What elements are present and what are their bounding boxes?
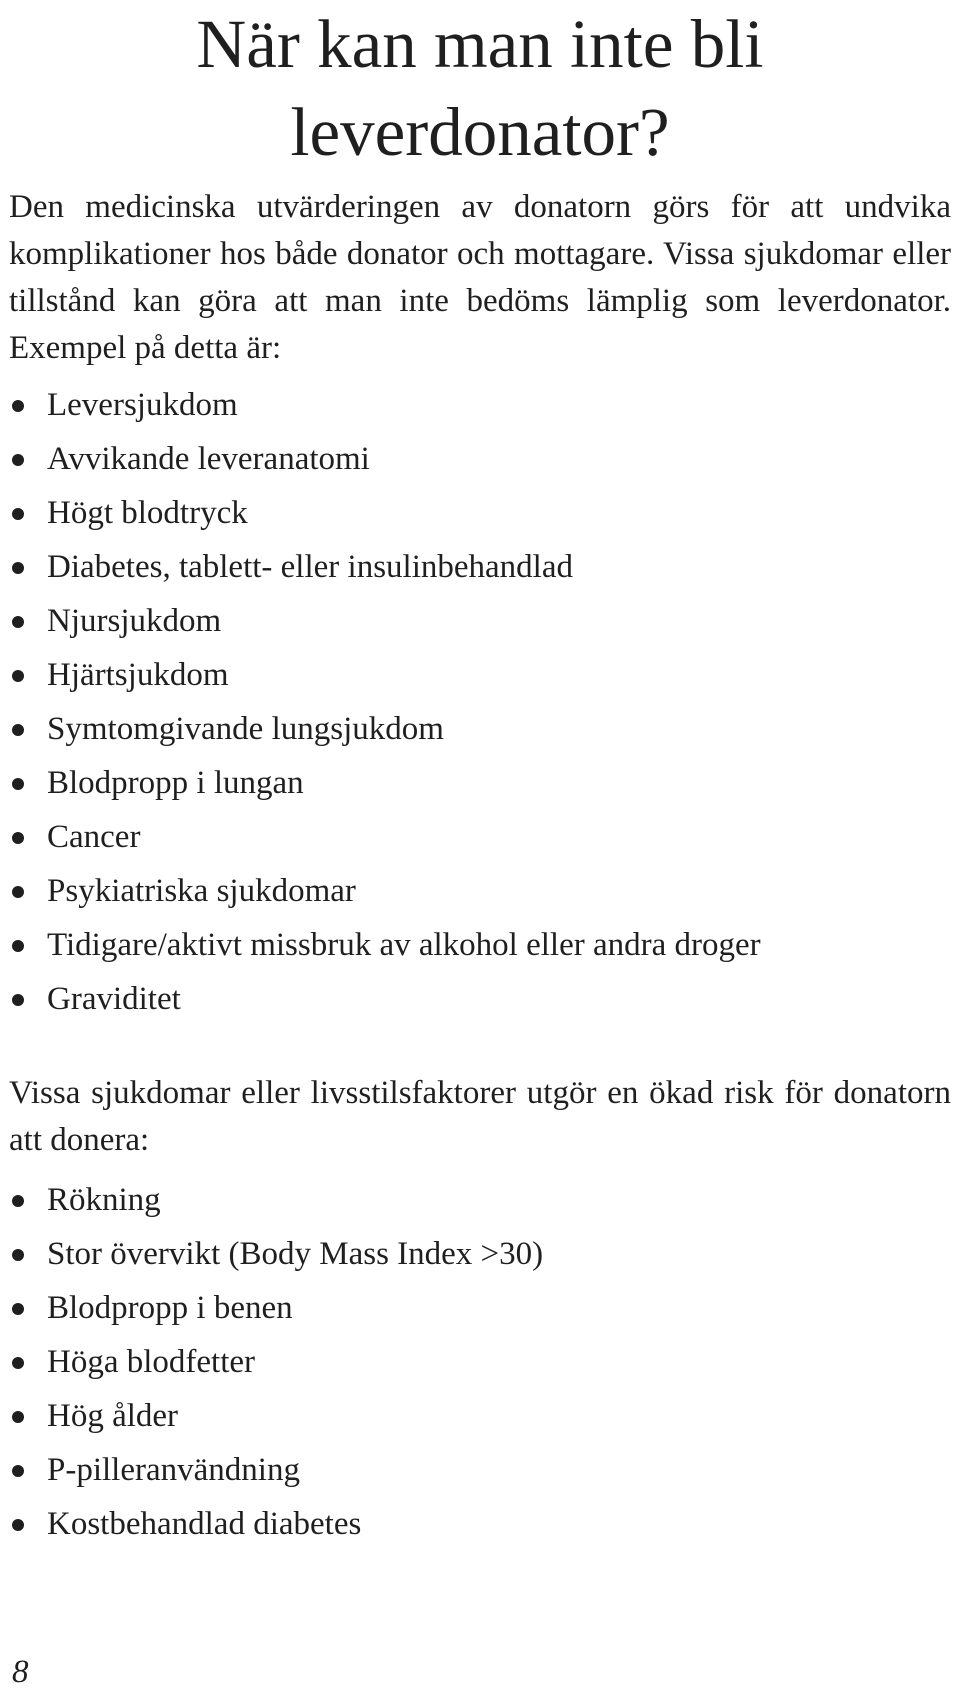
list-item-text: Hög ålder [47, 1398, 179, 1434]
list-item [9, 1335, 543, 1389]
bullet-icon [12, 562, 24, 574]
bullet-icon [12, 1357, 24, 1369]
list-item [9, 648, 761, 702]
list-item-text: Cancer [47, 819, 141, 855]
list-item-text: Blodpropp i lungan [47, 765, 304, 801]
list-item-text: Psykiatriska sjukdomar [47, 873, 356, 909]
page-number: 8 [12, 1654, 29, 1690]
bullet-icon [12, 1465, 24, 1477]
list-item-text: P-pilleranvändning [47, 1452, 300, 1488]
list-item-text: Högt blodtryck [47, 495, 248, 531]
list-item-text: Symtomgivande lungsjukdom [47, 711, 444, 747]
list-item-text: Graviditet [47, 981, 181, 1017]
list-item-text: Avvikande leveranatomi [47, 441, 370, 477]
bullet-icon [12, 1249, 24, 1261]
list-item-text: Tidigare/aktivt missbruk av alkohol eller andra droger [47, 927, 761, 963]
bullet-icon [12, 778, 24, 790]
list-item [9, 594, 761, 648]
intro-paragraph: Den medicinska utvärderingen av donatorn görs för att undvika komplikationer hos både donator och mottagare. Vissa sjukdomar eller tillstånd kan göra att man inte bedöms lämplig som leverdonator. Exempel på detta är: [9, 189, 951, 366]
list-item [9, 378, 761, 432]
list-item-text: Blodpropp i benen [47, 1290, 293, 1326]
risk-intro-paragraph: Vissa sjukdomar eller livsstilsfaktorer utgör en ökad risk för donatorn att donera: [9, 1075, 951, 1158]
list-item-text: Hjärtsjukdom [47, 657, 229, 693]
bullet-icon [12, 1519, 24, 1531]
exclusion-list [9, 378, 761, 1026]
bullet-icon [12, 832, 24, 844]
bullet-icon [12, 400, 24, 412]
list-item-text: Diabetes, tablett- eller insulinbehandlad [47, 549, 573, 585]
list-item [9, 486, 761, 540]
list-item [9, 810, 761, 864]
list-item [9, 702, 761, 756]
bullet-icon [12, 454, 24, 466]
list-item [9, 864, 761, 918]
list-item [9, 1497, 543, 1551]
list-item [9, 756, 761, 810]
bullet-icon [12, 1303, 24, 1315]
list-item-text: Höga blodfetter [47, 1344, 256, 1380]
list-item-text: Kostbehandlad diabetes [47, 1506, 362, 1542]
list-item [9, 1227, 543, 1281]
list-item-text: Rökning [47, 1182, 161, 1218]
list-item [9, 972, 761, 1026]
page-title-line-1: När kan man inte bli [196, 6, 764, 82]
list-item-text: Leversjukdom [47, 387, 238, 423]
bullet-icon [12, 724, 24, 736]
bullet-icon [12, 886, 24, 898]
page-title-line-2: leverdonator? [290, 94, 670, 170]
bullet-icon [12, 940, 24, 952]
list-item [9, 432, 761, 486]
list-item [9, 918, 761, 972]
page-title [0, 0, 960, 176]
bullet-icon [12, 1411, 24, 1423]
bullet-icon [12, 616, 24, 628]
bullet-icon [12, 994, 24, 1006]
list-item-text: Njursjukdom [47, 603, 222, 639]
list-item [9, 1173, 543, 1227]
list-item [9, 1443, 543, 1497]
list-item [9, 1281, 543, 1335]
bullet-icon [12, 670, 24, 682]
risk-factor-list [9, 1173, 543, 1551]
bullet-icon [12, 508, 24, 520]
list-item [9, 1389, 543, 1443]
list-item [9, 540, 761, 594]
bullet-icon [12, 1195, 24, 1207]
list-item-text: Stor övervikt (Body Mass Index >30) [47, 1236, 544, 1272]
